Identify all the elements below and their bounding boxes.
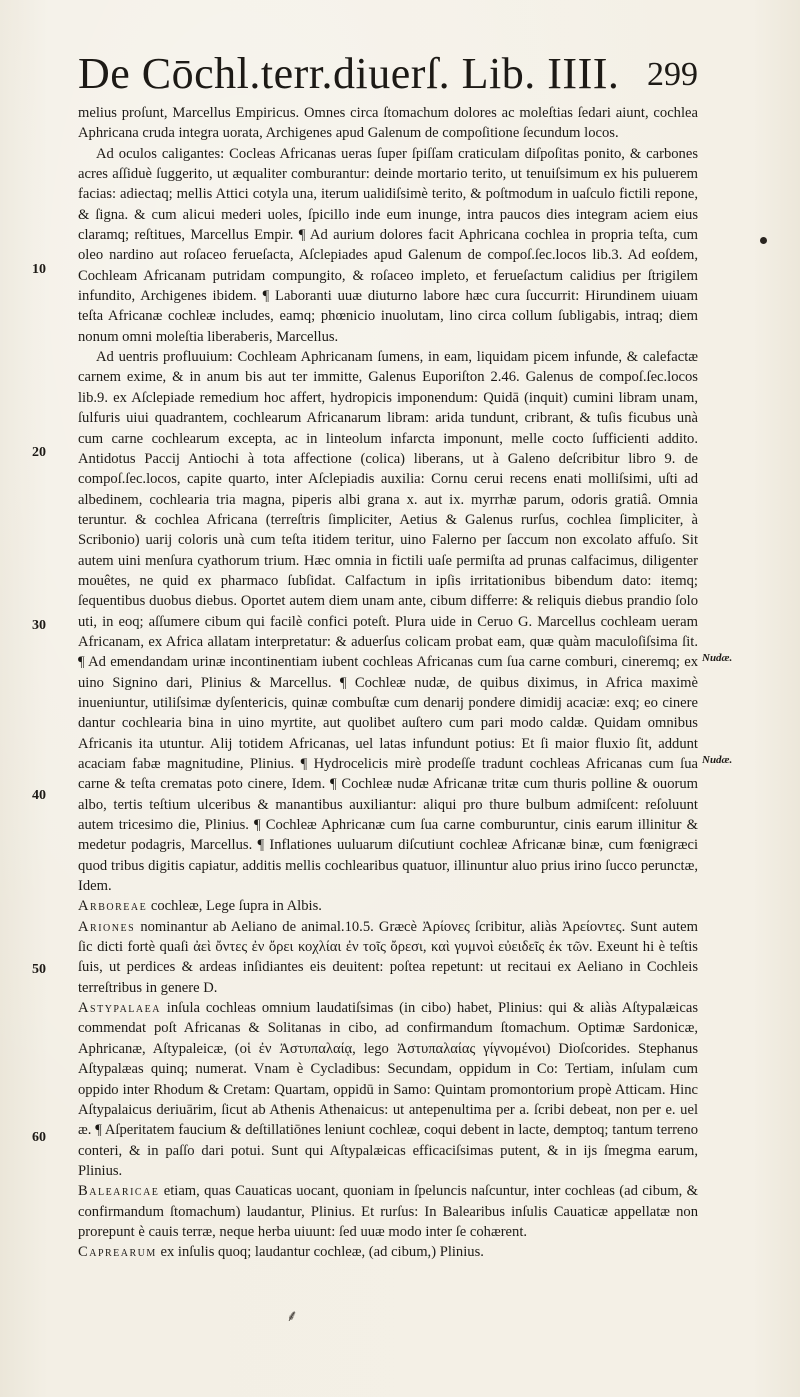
entry-text: etiam, quas Cauaticas uocant, quoniam in ſpeluncis naſcuntur, inter cochleas (ad cibum, & confirmandum ſtomachum) laudantur, Plinius. Et rurſus: In Balearibus inſulis Cauaticæ appellatæ non prorepunt è cauis terræ, neque herba uiuunt: ſed uuæ modo inter ſe cohærent.	[78, 1183, 698, 1240]
body-text	[78, 103, 698, 1263]
entry-ariones	[78, 917, 698, 998]
ink-spot	[760, 237, 767, 244]
margin-note: Nudæ.	[702, 754, 733, 766]
paragraph-oculos: Ad oculos caligantes: Cocleas Africanas ueras ſuper ſpiſſam craticulam diſpoſitas ponito, & carbones acres aſſiduè ſuggerito, ut æqualiter comburantur: deinde mortario terito, ut tenuiſsimum ex his puluerem facias: adiectaq; mellis Attici cotyla una, iterum ualidiſsimè terito, & poſtmodum in uaſculo fictili repone, & ſigna. & cum alicui mederi uoles, ſpicillo inde eum inunge, intra paucos dies integram aciem eius claramq; reſtitues, Marcellus Empir. ¶ Ad aurium dolores facit Aphricana cochlea in propria teſta, cum oleo nardino aut roſaceo ferueſacta, Aſclepiades apud Galenum de compoſ.ſec.locos lib.3. Ad eoſdem, Cochleam Africanam putridam compungito, & roſaceo impleto, et ferueſactum calidius per ſtrigilem infundito, Archigenes ibidem. ¶ Laboranti uuæ diuturno labore hæc cura ſuccurrit: Hirundinem uiuam teſta Africanæ cochleæ includes, eamq; phœnicio inuolutam, lino circa collum ſubligabis, intraq; diem nonum omni moleſtia liberaberis, Marcellus.	[78, 145, 698, 345]
entry-text: nominantur ab Aeliano de animal.10.5. Græcè Ἀρίονες ſcribitur, aliàs Ἀρείοντες. Sunt autem ſic dicti fortè quaſi ἀεὶ ὄντες ἐν ὄρει κοχλίαι ἐν τοῖς ὄρεσι, καὶ γυμνοὶ εὐειδεῖς ἐκ τῶν. Exeunt hi è teſtis ſuis, ut perdices & ardeas inſidiantes eis deuitent: poſtea repetunt: ut recitaui ex Aeliano in Cochleis terreſtribus in genere D.	[78, 918, 698, 996]
entry-head: Astypalaea	[78, 1000, 161, 1017]
entry-text: ex inſulis quoq; laudantur cochleæ, (ad cibum,) Plinius.	[160, 1244, 484, 1261]
running-title: De Cōchl.terr.diuerſ. Lib. IIII.	[78, 49, 620, 98]
paragraph-uentris: Ad uentris profluuium: Cochleam Aphricanam ſumens, in eam, liquidam picem infunde, & calefactæ carnem exime, & in anum bis aut ter immitte, Galenus Euporiſton 2.46. Galenus de compoſ.ſec.locos lib.9. ex Aſclepiade remedium hoc affert, hydropicis imponendum: Quidā (inquit) cumini libram unam, ſulfuris uiui quadrantem, cochlearum Africanarum libram: arida tundunt, cribrant, & tuſis ficubus unà cum carne cochlearum excepta, ac in linteolum infarcta imponunt, melle cocto ſufficienti addito. Antidotus Paccij Antiochi à tota affectione (colica) liberans, ut à Galeno deſcribitur libro 9. de compoſ.ſec.locos, capite quarto, inter Aſclepiadis auxilia: Cornu cerui recens enati molliſsimi, uſti ad albedinem, cochlearia tria magna, piperis albi grana x. aut ix. myrrhæ parum, odoris gratiâ. Omnia teruntur. & cochlea Africana (terreſtris ſimpliciter, Aetius & Galenus rurſus, cochlea ſimpliciter, à Scribonio) uarij coloris unà cum teſta itidem teritur, uino Falerno per ſaccum non excolato affuſo. Sit autem uini menſura cyathorum trium. Hæc omnia in fictili uaſe permiſta ad prunas calfacimus, diligenter mouêtes, ne quid ex pharmaco ſubſidat. Calfactum in ipſis irritationibus bibendum dato: itemq; ſequentibus duobus diebus. Oportet autem diem unam ante, cibum differre: & reliquis diebus prandio ſolo uti, in eoq; aſſumere cibum qui facilè confici poteſt. Plura uide in Ceruo G. Marcellus cochleam ueram Africanam, ex Africa allatam interpretatur: & aduerſus colicam probat eam, quæ quàm maculoſiſsima ſit. ¶ Ad emendandam urinæ incontinentiam iubent cochleas Africanas cum ſua carne comburi, cineremq; ex uino Signino dari, Plinius & Marcellus. ¶ Cochleæ nudæ, de quibus diximus, in Africa maximè inueniuntur, utiliſsimæ dyſentericis, quinæ combuſtæ cum denarij pondere dimidij acaciæ: exq; eo cinere dantur cochlearia bina in uino myrtite, aut quolibet auſtero cum pari modo caldæ. Quidam omnibus Africanis ita utuntur. Alij totidem Africanas, uel latas infundunt potius: Et ſi maior fluxio ſit, addunt acaciam fabæ magnitudine, Plinius. ¶ Hydrocelicis mirè prodeſſe tradunt cochleas Africanas cum ſua carne & teſta crematas poto cinere, Idem. ¶ Cochleæ nudæ Africanæ tritæ cum thuris polline & ouorum albo, tertis teſtium ulceribus & manantibus auxiliantur: aliqui pro thure bulbum admiſcent: reſoluunt autem tricesimo die, Plinius. ¶ Cochleæ Aphricanæ cum ſua carne comburuntur, cinis earum illinitur & medetur podagris, Marcellus. ¶ Inflationes uuluarum diſcutiunt cochleæ Africanæ binæ, cum fœnigræci quod tribus digitis capiatur, additis mellis cochlearibus quatuor, illinuntur aluo prius irino ſucco perunctæ, Idem.	[78, 349, 698, 895]
paragraph-continuation: melius proſunt, Marcellus Empiricus. Omnes circa ſtomachum dolores ac moleſtias ſedari aiunt, cochlea Aphricana cruda integra uorata, Archigenes apud Galenum de compoſitione ſecundum locos.	[78, 105, 698, 142]
entry-head: Arboreae	[78, 898, 148, 915]
line-number: 30	[32, 618, 46, 633]
margin-note: Nudæ.	[702, 652, 733, 664]
entry-head: Balearicae	[78, 1183, 160, 1200]
line-number: 60	[32, 1130, 46, 1145]
page-number: 299	[647, 56, 698, 93]
line-number: 20	[32, 445, 46, 460]
entry-caprearum	[78, 1242, 698, 1262]
printer-mark: ⸙	[286, 1308, 299, 1325]
line-number: 40	[32, 788, 46, 803]
entry-text: inſula cochleas omnium laudatiſsimas (in cibo) habet, Plinius: qui & aliàs Aſtypalæicas commendat poſt Africanas & Solitanas in cibo, ad confirmandum ſtomachum. Optimæ Sardonicæ, Aphricanæ, Aſtypaleicæ, (οἱ ἐν Ἀστυπαλαίᾳ, lego Ἀστυπαλαίας γίγνομένοι) Dioſcorides. Stephanus Aſtypalæas quinq; numerat. Vnam è Cycladibus: Secundam, oppidum in Co: Tertiam, inſulam cum oppido inter Rhodum & Cretam: Quartam, oppidū in Samo: Quintam promontorium propè Atticam. Hinc Aſtypalaicus deriuārim, ſicut ab Athenis Athenaicus: ut antepenultima per a. ſcribi debeat, non per e. uel æ. ¶ Aſperitatem faucium & deſtillatiōnes leniunt cochleæ, coqui debent in lacte, demptoq; tantum terreno conteri, & in paſſo dari potui. Sunt qui Aſtypalæicas efficaciſsimas putent, & in ijs ſmegma earum, Plinius.	[78, 1000, 698, 1179]
line-number: 10	[32, 262, 46, 277]
entry-arboreae	[78, 896, 698, 916]
entry-balearicae	[78, 1181, 698, 1242]
entry-head: Caprearum	[78, 1244, 157, 1261]
entry-text: cochleæ, Lege ſupra in Albis.	[150, 898, 322, 915]
entry-head: Ariones	[78, 918, 136, 935]
running-head	[78, 48, 698, 104]
entry-astypalaea	[78, 998, 698, 1181]
line-number: 50	[32, 962, 46, 977]
